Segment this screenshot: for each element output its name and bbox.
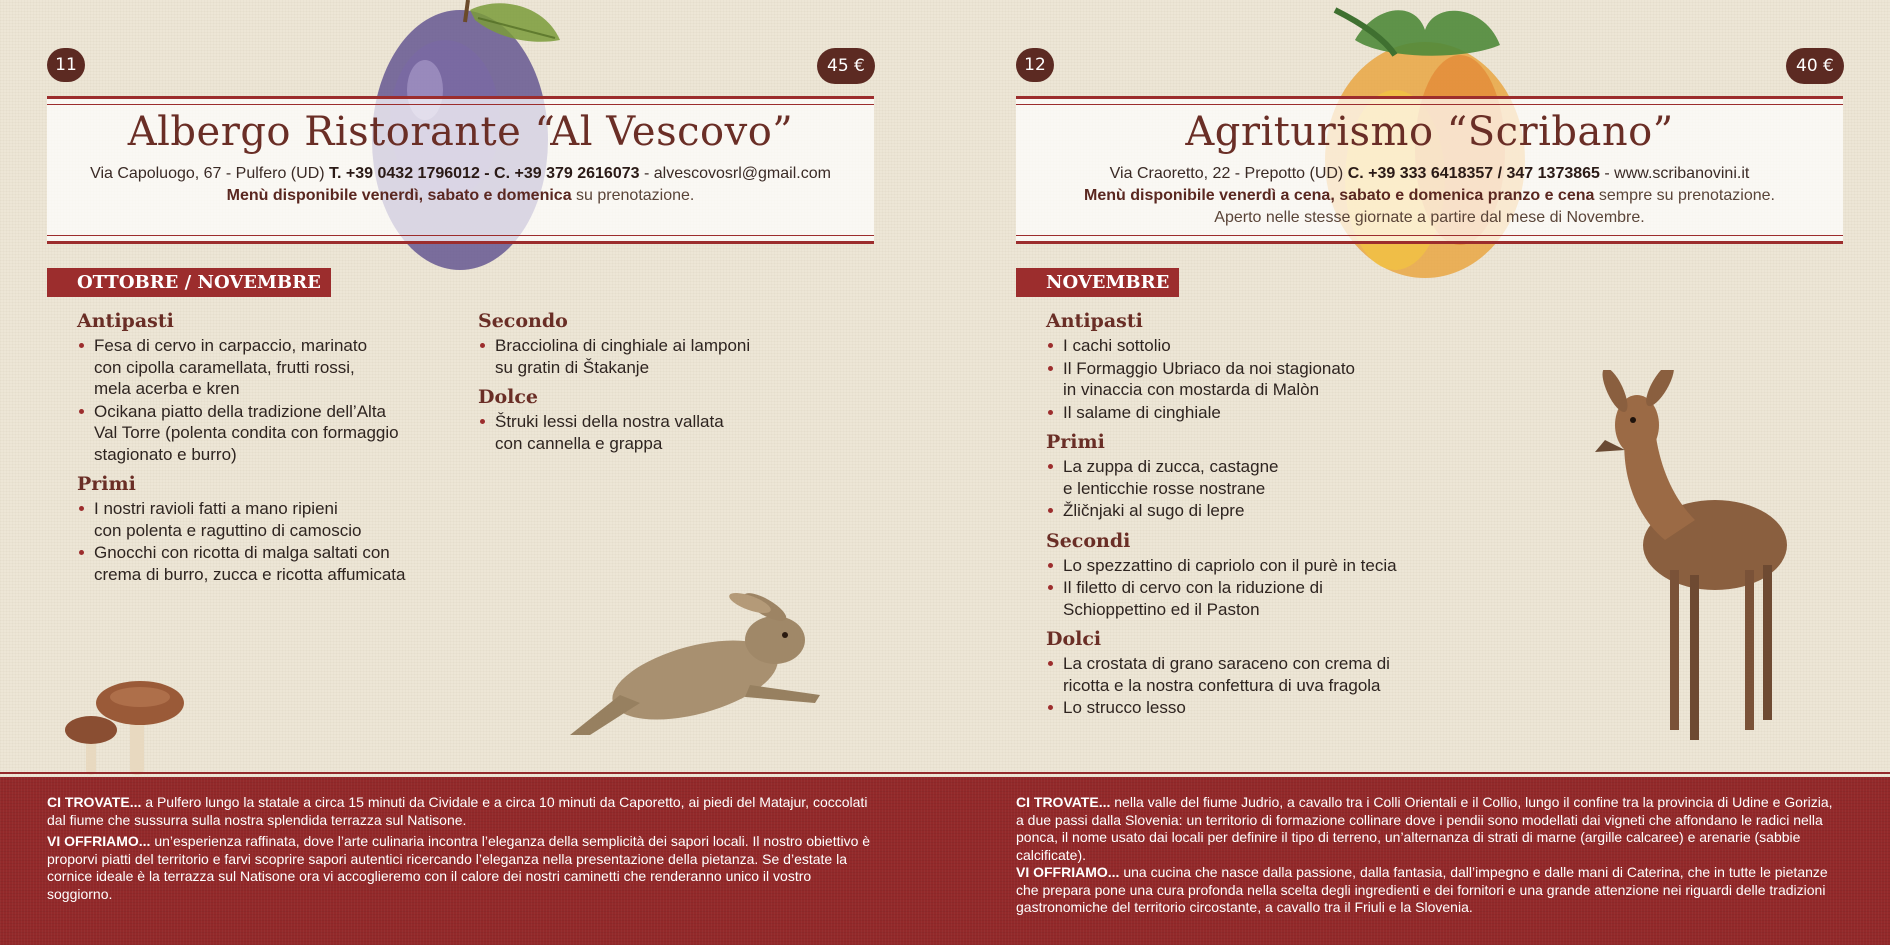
deer-illustration <box>1565 370 1795 755</box>
course-title: Primi <box>77 473 136 495</box>
contact-line <box>47 165 874 183</box>
footer-left-text <box>47 794 874 907</box>
dish-item: Il Formaggio Ubriaco da noi stagionato in vinaccia con mostarda di Malòn <box>1046 358 1466 401</box>
dish-item: Fesa di cervo in carpaccio, marinato con cipolla caramellata, frutti rossi, mela acerba e kren <box>77 335 457 400</box>
dish-item: Lo strucco lesso <box>1046 697 1466 719</box>
menu-column-2 <box>478 310 798 455</box>
ci-trovate-paragraph: CI TROVATE... nella valle del fiume Judrio, a cavallo tra i Colli Orientali e il Collio, lungo il confine tra la provincia di Udine e Gorizia, a due passi dalla Slovenia: un territorio di formazione collinare dove i pendii sono modellati dai vigneti che affondano le radici nella ponca, il nome usato dai locali per definire il tipo di terreno, un’alternanza di strati di marne (argille calcaree) e arenarie (sabbie calcificate). <box>1016 794 1833 863</box>
season-banner: NOVEMBRE <box>1016 268 1179 297</box>
dish-list <box>478 335 798 378</box>
dish-item: Bracciolina di cinghiale ai lamponi su gratin di Štakanje <box>478 335 798 378</box>
menu-availability: Menù disponibile venerdì, sabato e domenica <box>226 187 572 204</box>
dish-item: Il salame di cinghiale <box>1046 402 1466 424</box>
restaurant-header <box>1016 96 1843 244</box>
vi-offriamo-paragraph: VI OFFRIAMO... un’esperienza raffinata, dove l’arte culinaria incontra l’eleganza della semplicità dei sapori locali. Il nostro obiettivo è proporvi piatti del territorio e farvi scoprire sapori autentici ricercando l’eleganza nella presentazione della pietanza. Se d’estate la cornice ideale è la terrazza sul Natisone ora vi accoglieremo con il calore dei nostri caminetti che renderanno unico il vostro soggiorno. <box>47 833 871 902</box>
contact-line <box>1016 165 1843 183</box>
dish-item: Il filetto di cervo con la riduzione di Schioppettino ed il Paston <box>1046 577 1466 620</box>
course-title: Secondi <box>1046 529 1131 552</box>
email-link[interactable]: - alvescovosrl@gmail.com <box>643 165 831 182</box>
dish-item: Štruki lessi della nostra vallata con cannella e grappa <box>478 411 798 454</box>
dish-item: La crostata di grano saraceno con crema di ricotta e la nostra confettura di uva fragola <box>1046 653 1466 696</box>
restaurant-title: Albergo Ristorante “Al Vescovo” <box>127 109 794 155</box>
availability-line <box>47 187 874 205</box>
price-badge: 45 € <box>817 48 875 84</box>
footer-right-text <box>1016 794 1843 921</box>
page-number-badge: 12 <box>1016 48 1054 82</box>
course-title: Dolci <box>1046 628 1102 650</box>
course-title: Antipasti <box>77 310 174 332</box>
opening-line: Aperto nelle stesse giornate a partire dal mese di Novembre. <box>1214 209 1645 226</box>
dish-list <box>1046 456 1466 522</box>
course-section <box>1046 431 1466 522</box>
dish-item: I cachi sottolio <box>1046 335 1466 357</box>
restaurant-header <box>47 96 874 244</box>
course-section <box>77 310 457 465</box>
season-banner: OTTOBRE / NOVEMBRE <box>47 268 331 297</box>
menu-booking: su prenotazione. <box>576 187 695 204</box>
dish-list <box>77 335 457 465</box>
course-section <box>478 386 798 454</box>
course-section <box>1046 628 1466 719</box>
phones: T. +39 0432 1796012 - C. +39 379 2616073 <box>329 165 640 182</box>
course-title: Primi <box>1046 431 1105 453</box>
price-badge: 40 € <box>1786 48 1844 84</box>
course-title: Secondo <box>478 310 568 332</box>
address: Via Craoretto, 22 - Prepotto (UD) <box>1109 165 1344 182</box>
dish-list <box>1046 653 1466 719</box>
dish-item: I nostri ravioli fatti a mano ripieni con polenta e raguttino di camoscio <box>77 498 457 541</box>
course-title: Dolce <box>478 386 539 408</box>
dish-list <box>1046 335 1466 423</box>
dish-list <box>1046 555 1466 621</box>
menu-availability: Menù disponibile venerdì a cena, sabato e domenica pranzo e cena <box>1084 187 1595 204</box>
restaurant-title: Agriturismo “Scribano” <box>1185 109 1674 155</box>
dish-list <box>478 411 798 454</box>
footer-divider <box>0 772 1890 774</box>
course-section <box>478 310 798 378</box>
menu-column-1 <box>77 310 457 586</box>
dish-item: La zuppa di zucca, castagne e lenticchie rosse nostrane <box>1046 456 1466 499</box>
availability-line <box>1016 187 1843 205</box>
course-title: Antipasti <box>1046 310 1143 332</box>
page-number-badge: 11 <box>47 48 85 82</box>
dish-item: Žličnjaki al sugo di lepre <box>1046 500 1466 522</box>
dish-item: Lo spezzattino di capriolo con il purè in tecia <box>1046 555 1466 577</box>
phones: C. +39 333 6418357 / 347 1373865 <box>1347 165 1600 182</box>
course-section <box>1046 530 1466 621</box>
hare-illustration <box>560 585 850 750</box>
menu-booking: sempre su prenotazione. <box>1598 187 1775 204</box>
ci-trovate-paragraph: CI TROVATE... a Pulfero lungo la statale a circa 15 minuti da Cividale e a circa 10 minuti da Caporetto, ai piedi del Matajur, coccolati dal fiume che sussurra sulla nostra splendida terrazza sul Natisone. <box>47 794 868 828</box>
address: Via Capoluogo, 67 - Pulfero (UD) <box>90 165 325 182</box>
vi-offriamo-paragraph: VI OFFRIAMO... una cucina che nasce dalla passione, dalla fantasia, dall’impegno e dalle mani di Caterina, che in tutte le pietanze che prepara pone una cura profonda nella scelta degli ingredienti e dei fornitori e una grande attenzione nei riguardi delle tradizioni gastronomiche del territorio circostante, a cavallo tra il Friuli e la Slovenia. <box>1016 864 1828 915</box>
dish-list <box>77 498 457 585</box>
mushroom-illustration <box>60 675 190 780</box>
menu-column-1 <box>1046 310 1466 720</box>
course-section <box>1046 310 1466 423</box>
dish-item: Gnocchi con ricotta di malga saltati con crema di burro, zucca e ricotta affumicata <box>77 542 457 585</box>
website-link[interactable]: - www.scribanovini.it <box>1604 165 1750 182</box>
dish-item: Ocikana piatto della tradizione dell’Alta Val Torre (polenta condita con formaggio stagionato e burro) <box>77 401 457 466</box>
course-section <box>77 473 457 585</box>
